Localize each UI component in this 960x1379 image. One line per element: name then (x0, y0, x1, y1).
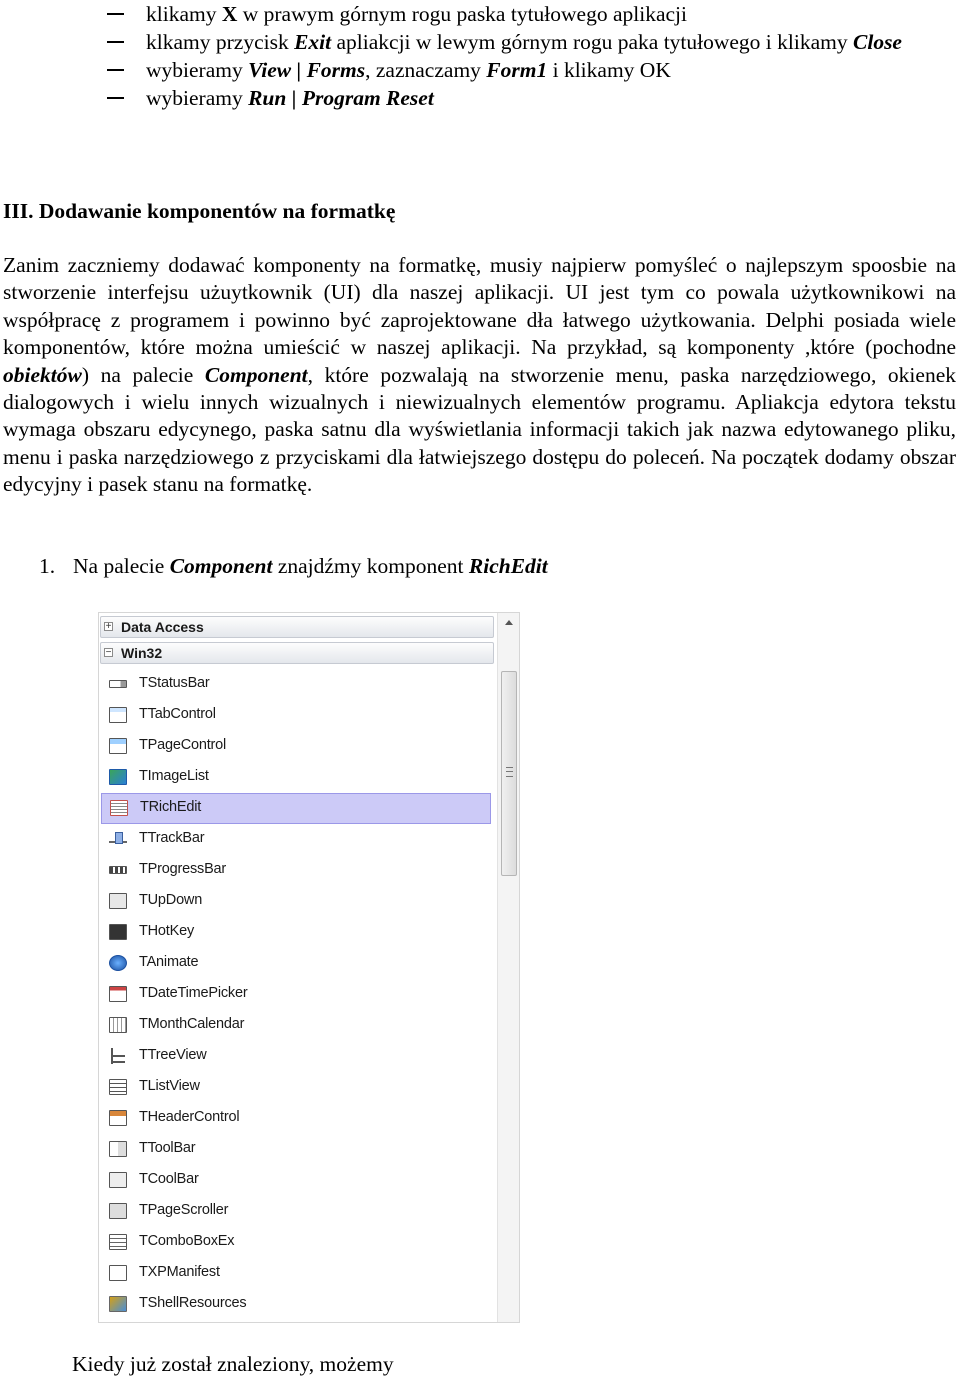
list-item: wybieramy View | Forms, zaznaczamy Form1 i klikamy OK (0, 56, 960, 84)
component-item-timagelist[interactable]: TImageList (99, 762, 491, 793)
emphasis-richedit: RichEdit (468, 554, 548, 578)
instruction-list (0, 0, 960, 112)
emphasis-run-program-reset: Run | Program Reset (248, 86, 434, 110)
component-item-ttreeview[interactable]: TTreeView (99, 1041, 491, 1072)
component-item-tstatusbar[interactable]: TStatusBar (99, 669, 491, 700)
step-number: 1. (39, 554, 56, 578)
pagecontrol-icon (109, 738, 127, 754)
component-item-tpagescroller[interactable]: TPageScroller (99, 1196, 491, 1227)
monthcalendar-icon (109, 1017, 127, 1033)
category-win32[interactable] (100, 642, 494, 664)
dash-bullet (107, 13, 124, 15)
comboboxex-icon (109, 1234, 127, 1250)
section-heading: III. Dodawanie komponentów na formatkę (3, 199, 396, 223)
emphasis-component: Component (204, 362, 308, 387)
emphasis-exit: Exit (294, 30, 332, 54)
datetimepicker-icon (109, 986, 127, 1002)
scroll-up-arrow-icon[interactable] (498, 613, 520, 635)
scrollbar-thumb[interactable] (501, 671, 517, 876)
list-item: klikamy X w prawym górnym rogu paska tytułowego aplikacji (0, 0, 960, 28)
imagelist-icon (109, 769, 127, 785)
component-item-trichedit[interactable]: TRichEdit (101, 793, 491, 824)
dash-bullet (107, 41, 124, 43)
grip-icon (506, 767, 513, 777)
emphasis-form1: Form1 (486, 58, 548, 82)
emphasis-x: X (221, 2, 238, 26)
emphasis-component: Component (169, 554, 273, 578)
emphasis-close: Close (853, 30, 902, 54)
component-item-tcoolbar[interactable]: TCoolBar (99, 1165, 491, 1196)
component-item-tupdown[interactable]: TUpDown (99, 886, 491, 917)
shellresources-icon (109, 1296, 127, 1312)
component-item-ttrackbar[interactable]: TTrackBar (99, 824, 491, 855)
component-item-tpagecontrol[interactable]: TPageControl (99, 731, 491, 762)
xpmanifest-icon (109, 1265, 127, 1281)
list-item: wybieramy Run | Program Reset (0, 84, 960, 112)
component-item-thotkey[interactable]: THotKey (99, 917, 491, 948)
expand-icon[interactable]: + (105, 621, 112, 632)
toolbar-icon (109, 1141, 127, 1157)
emphasis-view-forms: View | Forms (248, 58, 366, 82)
statusbar-icon (109, 680, 127, 688)
component-item-tdatetimepicker[interactable]: TDateTimePicker (99, 979, 491, 1010)
component-item-tlistview[interactable]: TListView (99, 1072, 491, 1103)
category-label: Win32 (121, 645, 163, 661)
numbered-step: 1. Na palecie Component znajdźmy komponent RichEdit (39, 554, 548, 578)
component-item-tanimate[interactable]: TAnimate (99, 948, 491, 979)
component-item-tprogressbar[interactable]: TProgressBar (99, 855, 491, 886)
emphasis-obiektow: obiektów (3, 362, 82, 387)
category-data-access[interactable] (100, 616, 494, 638)
collapse-icon[interactable]: − (105, 647, 112, 658)
listview-icon (109, 1079, 127, 1095)
coolbar-icon (109, 1172, 127, 1188)
category-label: Data Access (121, 619, 204, 635)
component-item-ttoolbar[interactable]: TToolBar (99, 1134, 491, 1165)
headercontrol-icon (109, 1110, 127, 1126)
component-item-tmonthcalendar[interactable]: TMonthCalendar (99, 1010, 491, 1041)
component-palette-screenshot (98, 612, 520, 1323)
vertical-scrollbar[interactable] (497, 613, 520, 1322)
animate-icon (109, 955, 127, 971)
component-list (99, 669, 499, 1320)
trackbar-icon (109, 831, 127, 847)
treeview-icon (109, 1048, 127, 1064)
component-item-ttabcontrol[interactable]: TTabControl (99, 700, 491, 731)
component-item-tshellresources[interactable]: TShellResources (99, 1289, 491, 1320)
updown-icon (109, 893, 127, 909)
closing-sentence: Kiedy już został znaleziony, możemy (72, 1352, 394, 1376)
component-item-theadercontrol[interactable]: THeaderControl (99, 1103, 491, 1134)
component-item-tcomboboxex[interactable]: TComboBoxEx (99, 1227, 491, 1258)
pagescroller-icon (109, 1203, 127, 1219)
progressbar-icon (109, 866, 127, 874)
dash-bullet (107, 69, 124, 71)
body-paragraph: Zanim zaczniemy dodawać komponenty na formatkę, musiy najpierw pomyśleć o najlepszym spoosbie na stworzenie interfejsu użuytkownik (UI) dla naszej aplikacji. UI jest tym co powala użytkownikowi na współpracę z programem i powinno być zaprojektowane dła łatwego użytkowania. Delphi posiada wiele komponentów, które można umieścić w naszej aplikacji. Na przykład, są komponenty ,które (pochodne obiektów) na palecie Component, które pozwalają na stworzenie menu, paska narzędziowego, okienek dialogowych i wielu innych wizualnych i niewizualnych elementów programu. Apliakcja edytora tekstu wymaga obszaru edycynego, paska satnu dla wyświetlania informacji takich jak nazwa edytowanego pliku, menu i paska narzędziowego z przyciskami dla łatwiejszego dostępu do poleceń. Na początek dodamy obszar edycyjny i pasek stanu na formatkę. (3, 253, 956, 497)
dash-bullet (107, 97, 124, 99)
richedit-icon (110, 800, 128, 816)
component-item-txpmanifest[interactable]: TXPManifest (99, 1258, 491, 1289)
list-item: klkamy przycisk Exit apliakcji w lewym górnym rogu paka tytułowego i klikamy Close (0, 28, 960, 56)
tabcontrol-icon (109, 707, 127, 723)
hotkey-icon (109, 924, 127, 940)
